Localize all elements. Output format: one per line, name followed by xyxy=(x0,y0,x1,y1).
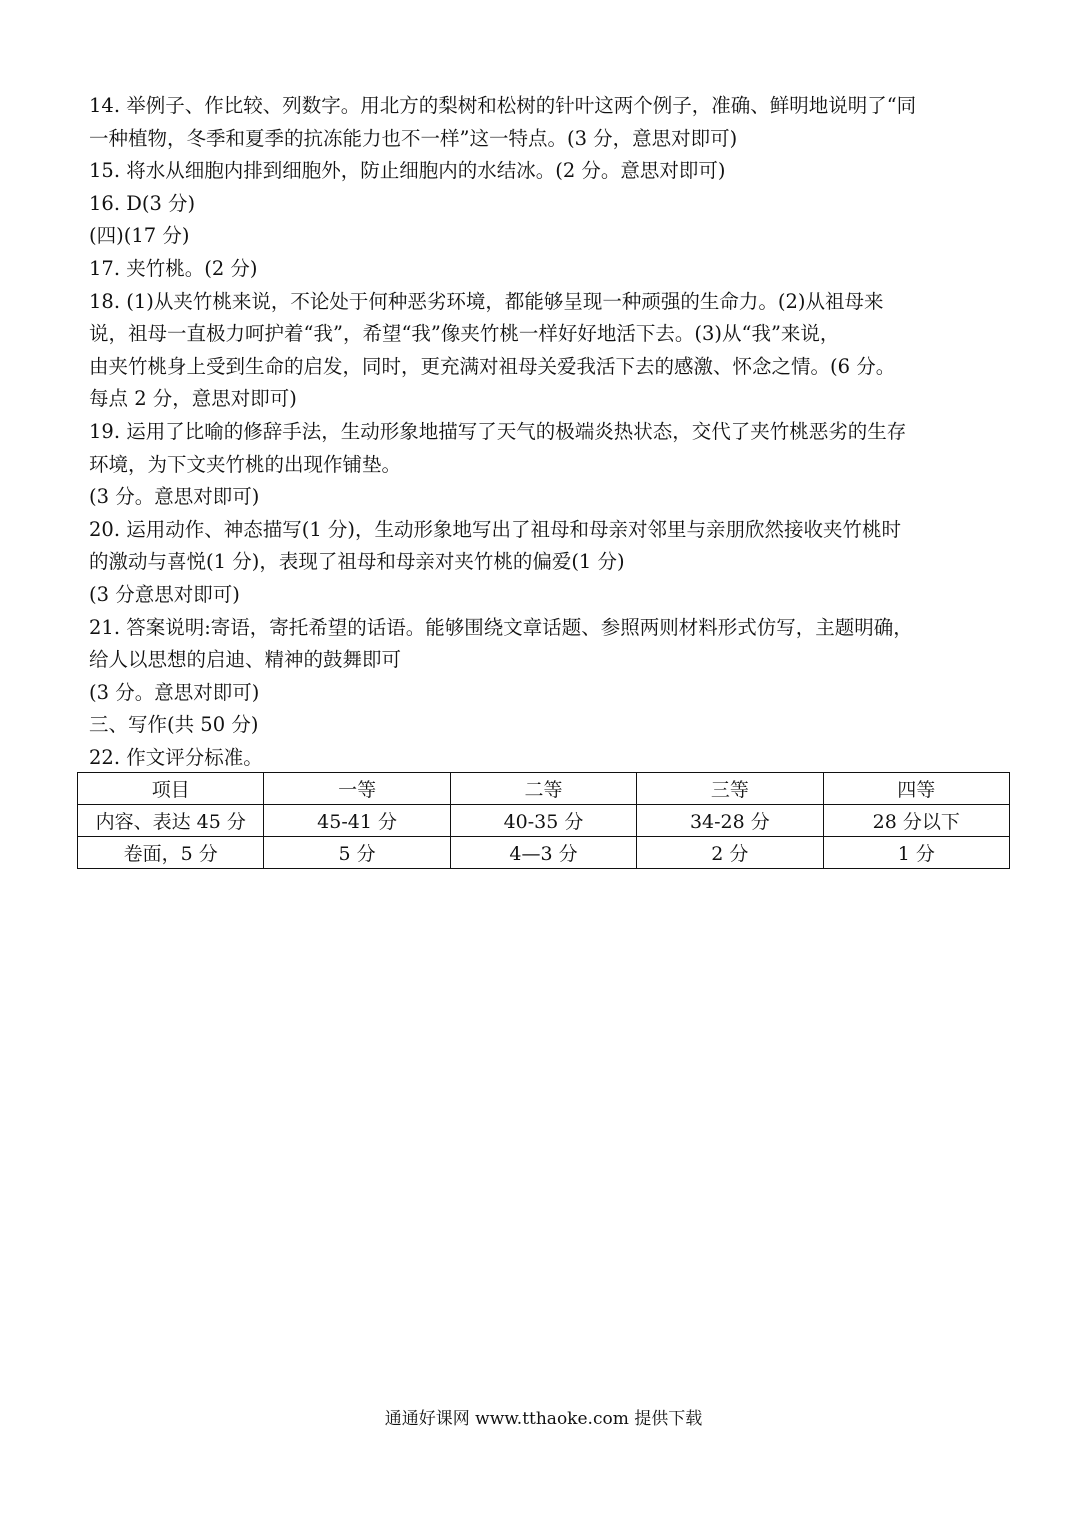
answer-line: 14. 举例子、作比较、列数字。用北方的梨树和松树的针叶这两个例子，准确、鲜明地说明了“同 xyxy=(89,94,917,117)
table-header-cell: 项目 xyxy=(78,773,264,805)
table-cell: 45-41 分 xyxy=(264,805,450,837)
table-header-cell: 一等 xyxy=(264,773,450,805)
answer-line: (3 分意思对即可) xyxy=(89,582,240,606)
answer-line: 16. D(3 分) xyxy=(89,191,196,215)
answer-line: 19. 运用了比喻的修辞手法，生动形象地描写了天气的极端炎热状态，交代了夹竹桃恶劣的生存 xyxy=(89,419,907,443)
table-cell: 1 分 xyxy=(823,837,1009,869)
answer-line: 环境，为下文夹竹桃的出现作铺垫。 xyxy=(89,452,402,476)
answer-line: 每点 2 分，意思对即可) xyxy=(89,387,297,411)
answer-line: 的激动与喜悦(1 分)，表现了祖母和母亲对夹竹桃的偏爱(1 分) xyxy=(89,550,625,574)
table-header-cell: 四等 xyxy=(823,773,1009,805)
answer-line: 15. 将水从细胞内排到细胞外，防止细胞内的水结冰。(2 分。意思对即可) xyxy=(89,159,726,183)
table-cell: 28 分以下 xyxy=(823,805,1009,837)
table-cell: 卷面，5 分 xyxy=(78,837,264,869)
table-row xyxy=(78,837,1010,869)
answer-line: 20. 运用动作、神态描写(1 分)，生动形象地写出了祖母和母亲对邻里与亲朋欣然接收夹竹桃时 xyxy=(89,517,902,541)
answer-line: (3 分。意思对即可) xyxy=(89,485,260,509)
answer-key-text xyxy=(89,90,1011,774)
answer-line: 由夹竹桃身上受到生命的启发，同时，更充满对祖母关爱我活下去的感激、怀念之情。(6 分。 xyxy=(89,354,896,378)
answer-line: 18. (1)从夹竹桃来说，不论处于何种恶劣环境，都能够呈现一种顽强的生命力。(2)从祖母来 xyxy=(89,289,884,313)
table-cell: 40-35 分 xyxy=(450,805,636,837)
grading-table xyxy=(77,772,1010,869)
footer-credit: 通通好课网 www.tthaoke.com 提供下载 xyxy=(384,1409,703,1429)
table-header-cell: 二等 xyxy=(450,773,636,805)
answer-line: 说，祖母一直极力呵护着“我”，希望“我”像夹竹桃一样好好地活下去。(3)从“我”来说， xyxy=(89,322,840,346)
section-heading: (四)(17 分) xyxy=(89,224,190,248)
table-cell: 2 分 xyxy=(637,837,823,869)
table-header-row xyxy=(78,773,1010,805)
answer-line: (3 分。意思对即可) xyxy=(89,680,260,704)
table-cell: 内容、表达 45 分 xyxy=(78,805,264,837)
answer-line: 17. 夹竹桃。(2 分) xyxy=(89,256,258,280)
answer-line: 21. 答案说明:寄语，寄托希望的话语。能够围绕文章话题、参照两则材料形式仿写，主题明确， xyxy=(89,615,913,639)
answer-line: 给人以思想的启迪、精神的鼓舞即可 xyxy=(89,648,402,672)
table-cell: 4—3 分 xyxy=(450,837,636,869)
table-row xyxy=(78,805,1010,837)
table-header-cell: 三等 xyxy=(637,773,823,805)
answer-line: 22. 作文评分标准。 xyxy=(89,745,263,769)
section-heading: 三、写作(共 50 分) xyxy=(89,713,259,737)
answer-line: 一种植物，冬季和夏季的抗冻能力也不一样”这一特点。(3 分，意思对即可) xyxy=(89,126,738,150)
table-cell: 34-28 分 xyxy=(637,805,823,837)
table-cell: 5 分 xyxy=(264,837,450,869)
